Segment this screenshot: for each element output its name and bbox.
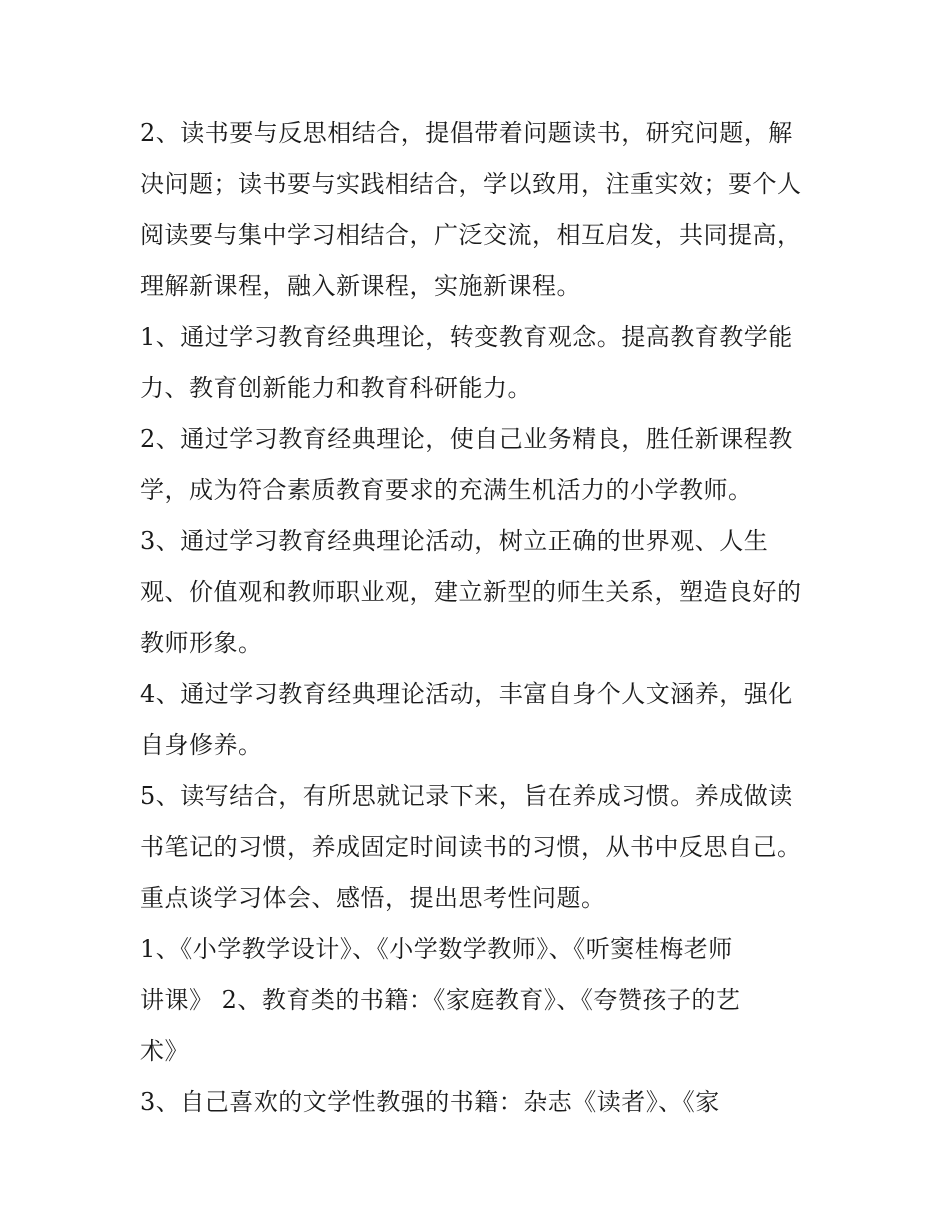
text-line: 1、《小学教学设计》、《小学数学教师》、《听窦桂梅老师	[140, 935, 733, 963]
text-line: 阅读要与集中学习相结合，广泛交流，相互启发，共同提高，	[140, 221, 802, 249]
text-line: 书笔记的习惯，养成固定时间读书的习惯，从书中反思自己。	[140, 833, 802, 861]
text-line: 重点谈学习体会、感悟，提出思考性问题。	[140, 884, 606, 912]
paragraph-goal-2	[140, 414, 822, 516]
text-line: 理解新课程，融入新课程，实施新课程。	[140, 272, 581, 300]
text-line: 观、价值观和教师职业观，建立新型的师生关系，塑造良好的	[140, 578, 802, 606]
text-line: 2、通过学习教育经典理论，使自己业务精良，胜任新课程教	[140, 425, 793, 453]
text-line: 自身修养。	[140, 731, 263, 759]
text-line: 学，成为符合素质教育要求的充满生机活力的小学教师。	[140, 476, 753, 504]
text-line: 4、通过学习教育经典理论活动，丰富自身个人文涵养，强化	[140, 680, 793, 708]
text-line: 5、读写结合，有所思就记录下来，旨在养成习惯。养成做读	[140, 782, 793, 810]
text-line: 决问题；读书要与实践相结合，学以致用，注重实效；要个人	[140, 170, 802, 198]
paragraph-reading-method	[140, 108, 822, 312]
text-line: 1、通过学习教育经典理论，转变教育观念。提高教育教学能	[140, 323, 793, 351]
paragraph-goal-1	[140, 312, 822, 414]
text-line: 3、通过学习教育经典理论活动，树立正确的世界观、人生	[140, 527, 769, 555]
text-line: 力、教育创新能力和教育科研能力。	[140, 374, 532, 402]
paragraph-literature-books	[140, 1077, 822, 1128]
text-line: 3、自己喜欢的文学性教强的书籍：杂志《读者》、《家	[140, 1088, 720, 1116]
text-line: 讲课》 2、教育类的书籍：《家庭教育》、《夸赞孩子的艺	[140, 986, 741, 1014]
paragraph-goal-4	[140, 669, 822, 771]
paragraph-book-list	[140, 924, 822, 1077]
paragraph-goal-5	[140, 771, 822, 924]
paragraph-goal-3	[140, 516, 822, 669]
text-line: 术》	[140, 1037, 189, 1065]
text-line: 教师形象。	[140, 629, 263, 657]
text-line: 2、读书要与反思相结合，提倡带着问题读书，研究问题，解	[140, 119, 793, 147]
